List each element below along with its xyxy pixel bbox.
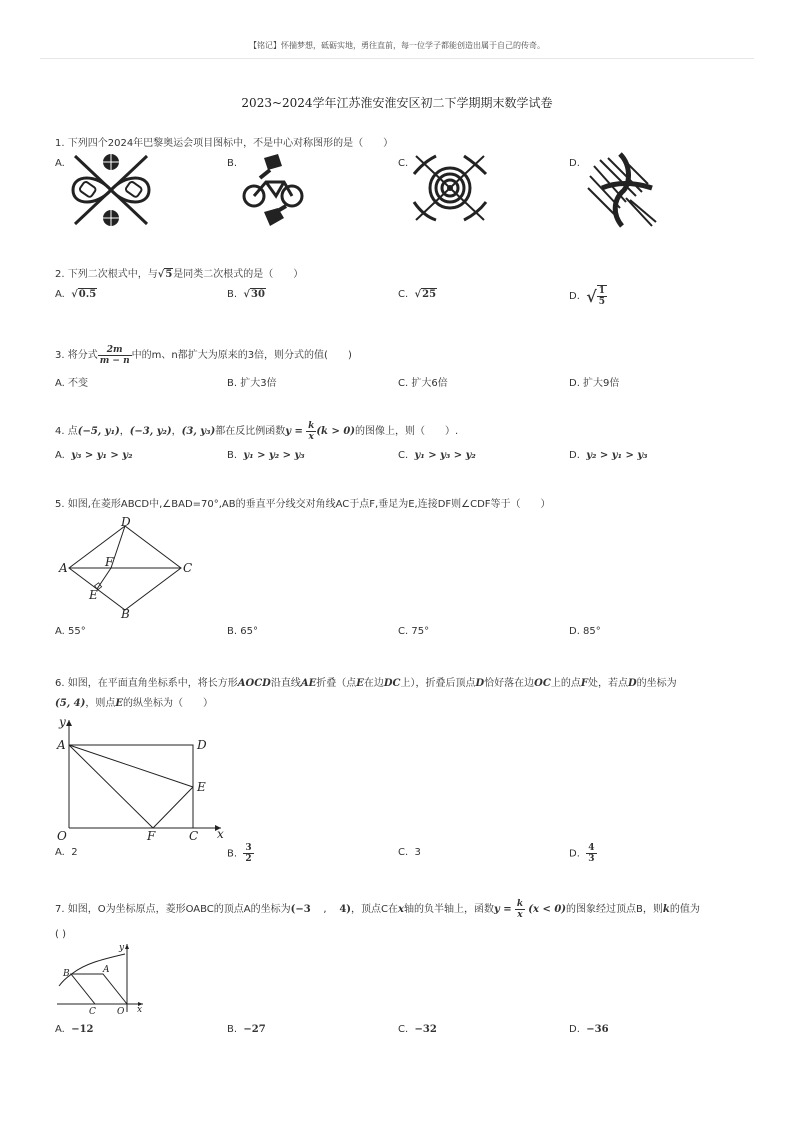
question-2-options <box>55 286 745 309</box>
question-2-text: 2. 下列二次根式中，与√5是同类二次根式的是（ ） <box>55 267 745 283</box>
q2-option-a: A. √0.5 <box>55 289 97 300</box>
label-a: A <box>59 561 68 575</box>
page-title: 2023~2024学年江苏淮安淮安区初二下学期期末数学试卷 <box>241 96 553 110</box>
q6-option-d: D. $\frac{4}{3}$ <box>569 843 595 864</box>
q4-option-a: A. y₃ > y₁ > y₂ <box>55 450 133 461</box>
label-c: C <box>89 1007 96 1017</box>
label-y: y <box>119 943 125 953</box>
label-e: E <box>89 588 98 602</box>
q5-option-b: B. 65° <box>227 626 258 637</box>
label-c: C <box>189 829 199 842</box>
question-6-options <box>55 843 745 863</box>
q4-option-b: B. y₁ > y₂ > y₃ <box>227 450 305 461</box>
q7-option-d: D. −36 <box>569 1024 609 1035</box>
label-x: x <box>217 827 224 841</box>
header-divider <box>40 58 754 59</box>
question-1-text: 1. 下列四个2024年巴黎奥运会项目图标中，不是中心对称图形的是（ ） <box>55 138 394 149</box>
q2-option-d: D. √ $\frac{1}{5}$ <box>569 286 606 307</box>
q1-option-d-label: D. <box>569 158 580 169</box>
q4-option-c: C. y₁ > y₃ > y₂ <box>398 450 476 461</box>
label-a: A <box>57 738 66 752</box>
q3-option-c: C. 扩大6倍 <box>398 378 448 389</box>
q6-option-b: B. $\frac{3}{2}$ <box>227 843 252 864</box>
q5-option-d: D. 85° <box>569 626 601 637</box>
archery-icon <box>410 152 490 224</box>
label-y: y <box>59 715 66 729</box>
q1-option-a-label: A. <box>55 158 65 169</box>
question-7-options <box>55 1024 745 1044</box>
q6-option-a: A. 2 <box>55 847 78 858</box>
q3-option-d: D. 扩大9倍 <box>569 378 620 389</box>
q3-option-a: A. 不变 <box>55 378 89 389</box>
q2-option-c: C. √25 <box>398 289 437 300</box>
q7-option-c: C. −32 <box>398 1024 437 1035</box>
question-3-options <box>55 374 745 394</box>
basketball-icon <box>67 152 155 228</box>
label-e: E <box>197 780 206 794</box>
question-5-text: 5. 如图,在菱形ABCD中,∠BAD=70°,AB的垂直平分线交对角线AC于点F,垂足为E,连接DF则∠CDF等于（ ） <box>55 499 551 510</box>
q1-option-c-label: C. <box>398 158 409 169</box>
q1-option-b-label: B. <box>227 158 238 169</box>
label-d: D <box>197 738 207 752</box>
q2-option-b: B. √30 <box>227 289 265 300</box>
label-o: O <box>117 1007 125 1017</box>
q5-option-a: A. 55° <box>55 626 86 637</box>
q7-option-b: B. −27 <box>227 1024 266 1035</box>
rhombus-figure <box>55 516 205 620</box>
label-b: B <box>121 607 130 620</box>
q3-option-b: B. 扩大3倍 <box>227 378 277 389</box>
rhombus-coordinate-figure <box>55 940 155 1020</box>
question-4-options <box>55 450 745 470</box>
q5-option-c: C. 75° <box>398 626 430 637</box>
question-6-text: 6. 如图，在平面直角坐标系中，将长方形AOCD沿直线AE折叠（点E在边DC上），折叠后顶点D恰好落在边OC上的点F处，若点D的坐标为 (5, 4)，则点E的纵坐标为（ ） <box>55 678 677 709</box>
label-a: A <box>103 965 110 975</box>
label-f: F <box>147 829 156 842</box>
question-3-text: 3. 将分式 $\frac{2m}{m - n}$ 中的m、n都扩大为原来的3倍，则分式的值( ) <box>55 344 352 366</box>
label-d: D <box>121 516 131 529</box>
header-motto: 【铭记】怀揣梦想，砥砺实地，勇往直前，每一位学子都能创造出属于自己的传奇。 <box>249 41 545 50</box>
q7-option-a: A. −12 <box>55 1024 94 1035</box>
question-4-text: 4. 点(−5, y₁)，(−3, y₂)，(3, y₃)都在反比例函数y = $\frac{k}{x}$ (k > 0)的图像上，则（ ）. <box>55 420 459 442</box>
question-5-options <box>55 626 745 646</box>
question-7-text: 7. 如图，O为坐标原点，菱形OABC的顶点A的坐标为(−3 , 4)，顶点C在x轴的负半轴上，函数y = $\frac{k}{x}$ (x < 0)的图象经过顶点B，则k的值为 <box>55 898 700 920</box>
sqrt-expression: √5 <box>157 269 173 280</box>
label-x: x <box>137 1005 143 1015</box>
label-f: F <box>105 555 114 569</box>
fraction-2m-over-m-n: $\frac{2m}{m - n}$ <box>99 344 130 366</box>
cycling-icon <box>240 152 308 230</box>
q4-option-d: D. y₂ > y₁ > y₃ <box>569 450 648 461</box>
fencing-icon <box>586 152 658 228</box>
q6-option-c: C. 3 <box>398 847 421 858</box>
question-7-bracket: ( ) <box>55 929 66 940</box>
label-b: B <box>63 969 70 979</box>
label-o: O <box>57 829 67 842</box>
coordinate-rectangle-figure <box>55 714 235 842</box>
label-c: C <box>183 561 193 575</box>
